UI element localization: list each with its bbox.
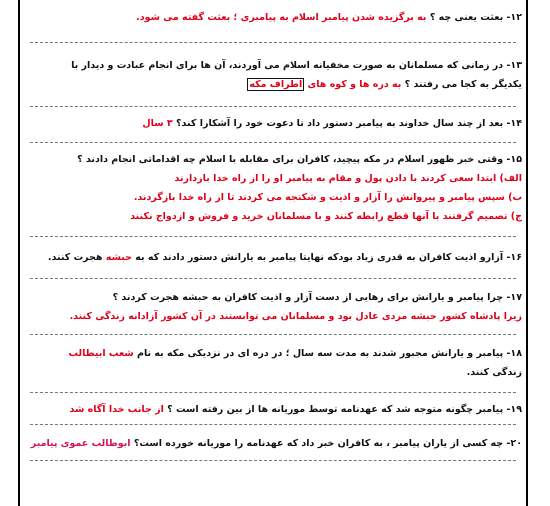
question-16 bbox=[47, 248, 522, 267]
divider bbox=[30, 334, 516, 335]
question-14-text: ۱۴- بعد از چند سال خداوند به پیامبر دستور داد تا دعوت خود را آشکارا کند؟ bbox=[176, 118, 522, 129]
question-13-answer-a: به دره ها و کوه های bbox=[307, 79, 402, 90]
question-19-text: ۱۹- پیامبر چگونه متوجه شد که عهدنامه توسط موریانه ها از بین رفته است ؟ bbox=[167, 404, 522, 415]
question-18 bbox=[50, 344, 522, 382]
question-15-option-b: ب) سپس پیامبر و پیروانش را آزار و اذیت و شکنجه می کردند تا از راه خدا بازگردند. bbox=[133, 192, 522, 203]
divider bbox=[30, 278, 516, 279]
question-12 bbox=[50, 8, 522, 27]
question-14-answer: ۳ سال bbox=[142, 118, 173, 129]
question-13 bbox=[50, 56, 522, 94]
question-17-answer: زیرا پادشاه کشور حبشه مردی عادل بود و مسلمانان می توانستند در آن کشور آزادانه زندگی کنند. bbox=[69, 311, 522, 322]
question-12-text: ۱۲- بعثت یعنی چه ؟ bbox=[429, 12, 522, 23]
question-17-text: ۱۷- چرا پیامبر و یارانش برای رهایی از دست آزار و اذیت کافران به حبشه هجرت کردند ؟ bbox=[112, 292, 522, 303]
worksheet bbox=[18, 0, 528, 506]
question-20-text: ۲۰- چه کسی از یاران پیامبر ، به کافران خبر داد که عهدنامه را موریانه خورده است؟ bbox=[133, 438, 522, 449]
question-17 bbox=[50, 288, 522, 326]
question-19-answer: از جانب خدا آگاه شد bbox=[69, 404, 164, 415]
divider bbox=[30, 42, 516, 43]
divider bbox=[30, 460, 516, 461]
question-19 bbox=[50, 400, 522, 419]
question-13-line-2: یکدیگر به کجا می رفتند ؟ bbox=[404, 79, 522, 90]
divider bbox=[30, 106, 516, 107]
divider bbox=[30, 236, 516, 237]
divider bbox=[30, 424, 516, 425]
divider bbox=[30, 392, 516, 393]
question-15-option-c: ج) تصمیم گرفتند با آنها قطع رابطه کنند و با مسلمانان خرید و فروش و ازدواج نکنند bbox=[130, 211, 522, 222]
question-12-answer: به برگزیده شدن پیامبر اسلام به پیامبری ؛ بعثت گفته می شود. bbox=[136, 12, 427, 23]
question-16-place: حبشه bbox=[105, 252, 132, 263]
divider bbox=[30, 142, 516, 143]
question-15 bbox=[50, 150, 522, 226]
question-20 bbox=[30, 434, 522, 453]
question-20-answer: ابوطالب عموی پیامبر bbox=[30, 438, 131, 449]
question-15-option-a: الف) ابتدا سعی کردند با دادن پول و مقام به پیامبر او را از راه خدا بازدارند bbox=[174, 173, 522, 184]
question-14 bbox=[50, 114, 522, 133]
question-16-text-end: هجرت کنند. bbox=[47, 252, 103, 263]
question-13-line-1: ۱۳- در زمانی که مسلمانان به صورت مخفیانه اسلام می آوردند، آن ها برای انجام عبادت و دیدار با bbox=[71, 60, 522, 71]
question-18-line-1: ۱۸- پیامبر و یارانش مجبور شدند به مدت سه سال ؛ در دره ای در نزدیکی مکه به نام bbox=[137, 348, 522, 359]
question-15-text: ۱۵- وقتی خبر ظهور اسلام در مکه پیچید، کافران برای مقابله با اسلام چه اقداماتی انجام دادند ؟ bbox=[77, 154, 522, 165]
question-13-answer-b: اطراف مکه bbox=[249, 79, 303, 90]
question-18-place: شعب ابیطالب bbox=[68, 348, 134, 359]
question-16-text: ۱۶- آزارو اذیت کافران به قدری زیاد بودکه نهایتا پیامبر به یارانش دستور دادند که به bbox=[135, 252, 522, 263]
question-18-line-2: زندگی کنند. bbox=[466, 367, 522, 378]
